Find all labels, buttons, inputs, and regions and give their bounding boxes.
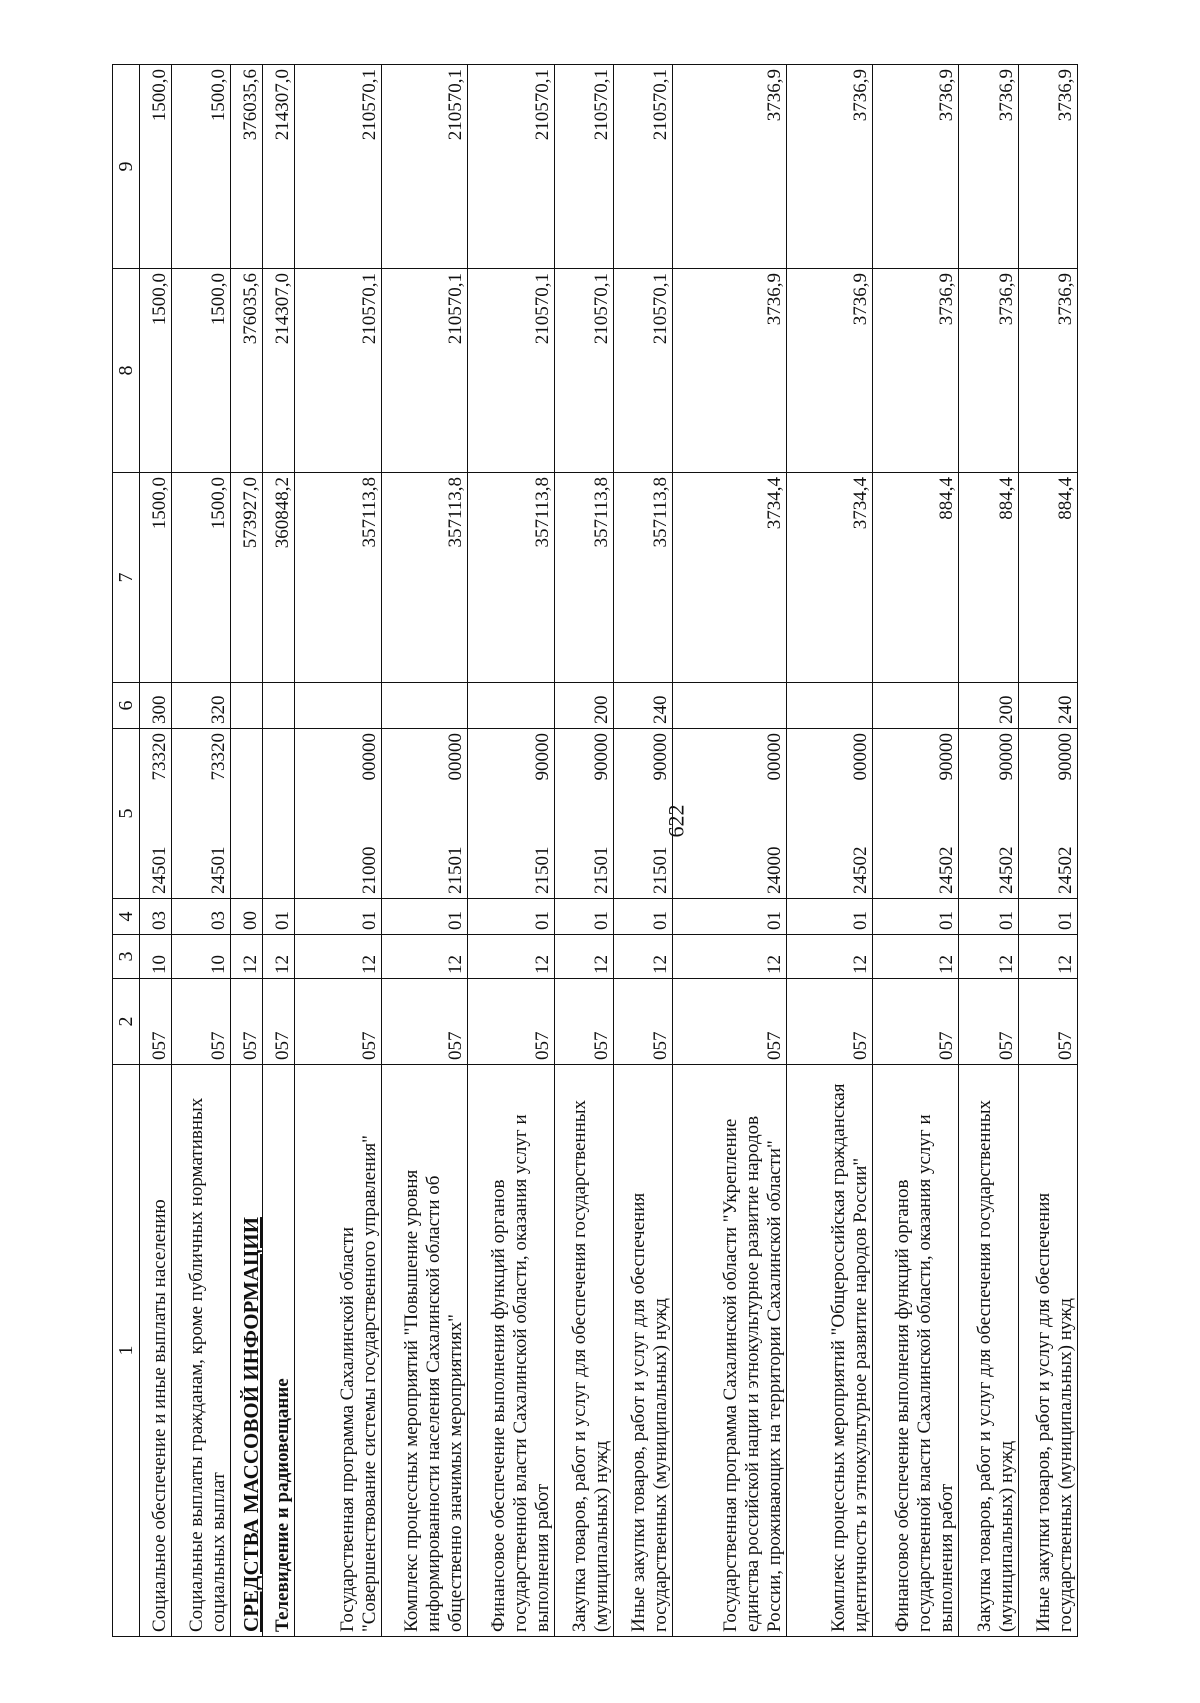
admin-code-cell: 057 (554, 979, 613, 1065)
section-code-cell: 12 (263, 935, 295, 979)
expense-type-cell (295, 683, 381, 729)
table-row (873, 65, 959, 1637)
row-name-cell: СРЕДСТВА МАССОВОЙ ИНФОРМАЦИИ (231, 1065, 263, 1637)
row-name-cell: Закупка товаров, работ и услуг для обеспечения государственных (муниципальных) нужд (959, 1065, 1018, 1637)
amount-col8-cell: 3736,9 (1018, 269, 1077, 473)
target-article-direction-part: 90000 (995, 733, 1017, 781)
expense-type-cell (263, 683, 295, 729)
amount-col8-cell: 210570,1 (295, 269, 381, 473)
row-name-cell: Иные закупки товаров, работ и услуг для обеспечения государственных (муниципальных) нужд (613, 1065, 672, 1637)
amount-col9-cell: 210570,1 (554, 65, 613, 269)
amount-col8-cell: 210570,1 (613, 269, 672, 473)
target-article-cell (873, 729, 959, 899)
column-header: 8 (113, 269, 140, 473)
table-row (231, 65, 263, 1637)
section-code-cell: 12 (468, 935, 554, 979)
table-row (613, 65, 672, 1637)
amount-col8-cell: 214307,0 (263, 269, 295, 473)
amount-col8-cell: 1500,0 (140, 269, 172, 473)
section-code-cell: 12 (554, 935, 613, 979)
amount-col9-cell: 3736,9 (959, 65, 1018, 269)
target-article-cell (613, 729, 672, 899)
target-article-program-part: 24502 (936, 846, 958, 894)
subsection-code-cell: 01 (959, 899, 1018, 935)
admin-code-cell: 057 (673, 979, 787, 1065)
admin-code-cell: 057 (468, 979, 554, 1065)
admin-code-cell: 057 (873, 979, 959, 1065)
table-row (786, 65, 872, 1637)
table-row (295, 65, 381, 1637)
section-code-cell: 12 (381, 935, 467, 979)
expense-type-cell: 320 (172, 683, 231, 729)
admin-code-cell: 057 (613, 979, 672, 1065)
amount-col8-cell: 210570,1 (554, 269, 613, 473)
admin-code-cell: 057 (381, 979, 467, 1065)
subsection-code-cell: 00 (231, 899, 263, 935)
target-article-direction-part: 73320 (149, 733, 171, 781)
row-name-cell: Комплекс процессных мероприятий "Повышение уровня информированности населения Сахалинской области об общественно значимых мероприятиях" (381, 1065, 467, 1637)
row-name-cell: Государственная программа Сахалинской области "Укрепление единства российской нации и этнокультурное развитие народов России, проживающих на территории Сахалинской области" (673, 1065, 787, 1637)
amount-col7-cell: 360848,2 (263, 473, 295, 683)
amount-col7-cell: 357113,8 (468, 473, 554, 683)
amount-col7-cell: 884,4 (873, 473, 959, 683)
amount-col8-cell: 210570,1 (381, 269, 467, 473)
subsection-code-cell: 01 (263, 899, 295, 935)
admin-code-cell: 057 (959, 979, 1018, 1065)
target-article-program-part: 21000 (358, 846, 380, 894)
subsection-code-cell: 01 (613, 899, 672, 935)
row-name-cell: Финансовое обеспечение выполнения функций органов государственной власти Сахалинской области, оказания услуг и выполнения работ (873, 1065, 959, 1637)
amount-col9-cell: 214307,0 (263, 65, 295, 269)
section-code-cell: 12 (959, 935, 1018, 979)
amount-col7-cell: 573927,0 (231, 473, 263, 683)
target-article-cell (381, 729, 467, 899)
admin-code-cell: 057 (263, 979, 295, 1065)
target-article-cell (231, 729, 263, 899)
column-header: 2 (113, 979, 140, 1065)
amount-col9-cell: 210570,1 (295, 65, 381, 269)
amount-col7-cell: 357113,8 (381, 473, 467, 683)
target-article-direction-part: 73320 (208, 733, 230, 781)
target-article-direction-part: 00000 (763, 733, 785, 781)
amount-col7-cell: 3734,4 (673, 473, 787, 683)
subsection-code-cell: 01 (786, 899, 872, 935)
admin-code-cell: 057 (140, 979, 172, 1065)
column-header: 6 (113, 683, 140, 729)
amount-col9-cell: 3736,9 (786, 65, 872, 269)
table-row (468, 65, 554, 1637)
amount-col8-cell: 3736,9 (673, 269, 787, 473)
admin-code-cell: 057 (295, 979, 381, 1065)
target-article-cell (959, 729, 1018, 899)
column-header: 4 (113, 899, 140, 935)
table-row (263, 65, 295, 1637)
admin-code-cell: 057 (231, 979, 263, 1065)
amount-col8-cell: 1500,0 (172, 269, 231, 473)
subsection-code-cell: 01 (381, 899, 467, 935)
subsection-code-cell: 03 (172, 899, 231, 935)
target-article-cell (263, 729, 295, 899)
amount-col7-cell: 357113,8 (295, 473, 381, 683)
column-header: 9 (113, 65, 140, 269)
admin-code-cell: 057 (786, 979, 872, 1065)
section-code-cell: 12 (613, 935, 672, 979)
budget-table-rotated (112, 65, 1078, 1637)
expense-type-cell (468, 683, 554, 729)
expense-type-cell: 240 (613, 683, 672, 729)
row-name-cell: Телевидение и радиовещание (263, 1065, 295, 1637)
amount-col8-cell: 3736,9 (786, 269, 872, 473)
amount-col9-cell: 3736,9 (873, 65, 959, 269)
subsection-code-cell: 01 (873, 899, 959, 935)
amount-col9-cell: 376035,6 (231, 65, 263, 269)
target-article-program-part: 24501 (149, 846, 171, 894)
target-article-direction-part: 00000 (445, 733, 467, 781)
table-row (140, 65, 172, 1637)
subsection-code-cell: 03 (140, 899, 172, 935)
header-row (113, 65, 140, 1637)
table-row (1018, 65, 1077, 1637)
subsection-code-cell: 01 (673, 899, 787, 935)
row-name-cell: Социальные выплаты гражданам, кроме публичных нормативных социальных выплат (172, 1065, 231, 1637)
amount-col9-cell: 1500,0 (172, 65, 231, 269)
amount-col7-cell: 1500,0 (172, 473, 231, 683)
section-code-cell: 10 (140, 935, 172, 979)
amount-col8-cell: 3736,9 (959, 269, 1018, 473)
target-article-program-part: 21501 (650, 846, 672, 894)
column-header: 7 (113, 473, 140, 683)
amount-col7-cell: 884,4 (959, 473, 1018, 683)
expense-type-cell: 200 (959, 683, 1018, 729)
expense-type-cell: 300 (140, 683, 172, 729)
amount-col9-cell: 210570,1 (613, 65, 672, 269)
table-row (554, 65, 613, 1637)
expense-type-cell: 200 (554, 683, 613, 729)
target-article-program-part: 24502 (1055, 846, 1076, 894)
section-code-cell: 12 (673, 935, 787, 979)
target-article-program-part: 24502 (995, 846, 1017, 894)
column-header: 3 (113, 935, 140, 979)
row-name-cell: Иные закупки товаров, работ и услуг для обеспечения государственных (муниципальных) нужд (1018, 1065, 1077, 1637)
expense-type-cell (673, 683, 787, 729)
expense-type-cell: 240 (1018, 683, 1077, 729)
target-article-cell (554, 729, 613, 899)
target-article-direction-part: 90000 (1055, 733, 1076, 781)
expense-type-cell (786, 683, 872, 729)
subsection-code-cell: 01 (295, 899, 381, 935)
target-article-cell (786, 729, 872, 899)
section-code-cell: 12 (873, 935, 959, 979)
target-article-cell (673, 729, 787, 899)
target-article-program-part: 24501 (208, 846, 230, 894)
column-header: 5 (113, 729, 140, 899)
target-article-direction-part: 00000 (358, 733, 380, 781)
target-article-program-part: 24000 (763, 846, 785, 894)
amount-col8-cell: 210570,1 (468, 269, 554, 473)
subsection-code-cell: 01 (468, 899, 554, 935)
target-article-cell (172, 729, 231, 899)
target-article-program-part: 21501 (445, 846, 467, 894)
column-header: 1 (113, 1065, 140, 1637)
amount-col9-cell: 210570,1 (468, 65, 554, 269)
target-article-direction-part: 90000 (650, 733, 672, 781)
section-code-cell: 12 (295, 935, 381, 979)
table-row (673, 65, 787, 1637)
expense-type-cell (231, 683, 263, 729)
amount-col9-cell: 3736,9 (673, 65, 787, 269)
table-row (381, 65, 467, 1637)
target-article-program-part: 24502 (850, 846, 872, 894)
row-name-cell: Финансовое обеспечение выполнения функций органов государственной власти Сахалинской области, оказания услуг и выполнения работ (468, 1065, 554, 1637)
row-name-cell: Социальное обеспечение и иные выплаты населению (140, 1065, 172, 1637)
target-article-program-part: 21501 (531, 846, 553, 894)
amount-col8-cell: 3736,9 (873, 269, 959, 473)
table-row (959, 65, 1018, 1637)
amount-col7-cell: 884,4 (1018, 473, 1077, 683)
target-article-program-part: 21501 (590, 846, 612, 894)
subsection-code-cell: 01 (1018, 899, 1077, 935)
section-code-cell: 12 (231, 935, 263, 979)
amount-col8-cell: 376035,6 (231, 269, 263, 473)
target-article-direction-part: 90000 (590, 733, 612, 781)
amount-col7-cell: 357113,8 (613, 473, 672, 683)
section-code-cell: 12 (786, 935, 872, 979)
target-article-cell (468, 729, 554, 899)
amount-col9-cell: 3736,9 (1018, 65, 1077, 269)
target-article-cell (1018, 729, 1077, 899)
page-number: 622 (663, 804, 689, 838)
admin-code-cell: 057 (172, 979, 231, 1065)
amount-col9-cell: 210570,1 (381, 65, 467, 269)
expense-type-cell (381, 683, 467, 729)
section-code-cell: 12 (1018, 935, 1077, 979)
amount-col9-cell: 1500,0 (140, 65, 172, 269)
target-article-direction-part: 90000 (936, 733, 958, 781)
budget-table (112, 64, 1078, 1637)
target-article-cell (295, 729, 381, 899)
table-body (140, 65, 1078, 1637)
amount-col7-cell: 357113,8 (554, 473, 613, 683)
row-name-cell: Комплекс процессных мероприятий "Общероссийская гражданская идентичность и этнокультурное развитие народов России" (786, 1065, 872, 1637)
section-code-cell: 10 (172, 935, 231, 979)
target-article-cell (140, 729, 172, 899)
target-article-direction-part: 00000 (850, 733, 872, 781)
target-article-direction-part: 90000 (531, 733, 553, 781)
row-name-cell: Закупка товаров, работ и услуг для обеспечения государственных (муниципальных) нужд (554, 1065, 613, 1637)
row-name-cell: Государственная программа Сахалинской области "Совершенствование системы государственного управления" (295, 1065, 381, 1637)
amount-col7-cell: 1500,0 (140, 473, 172, 683)
table-row (172, 65, 231, 1637)
expense-type-cell (873, 683, 959, 729)
subsection-code-cell: 01 (554, 899, 613, 935)
amount-col7-cell: 3734,4 (786, 473, 872, 683)
admin-code-cell: 057 (1018, 979, 1077, 1065)
